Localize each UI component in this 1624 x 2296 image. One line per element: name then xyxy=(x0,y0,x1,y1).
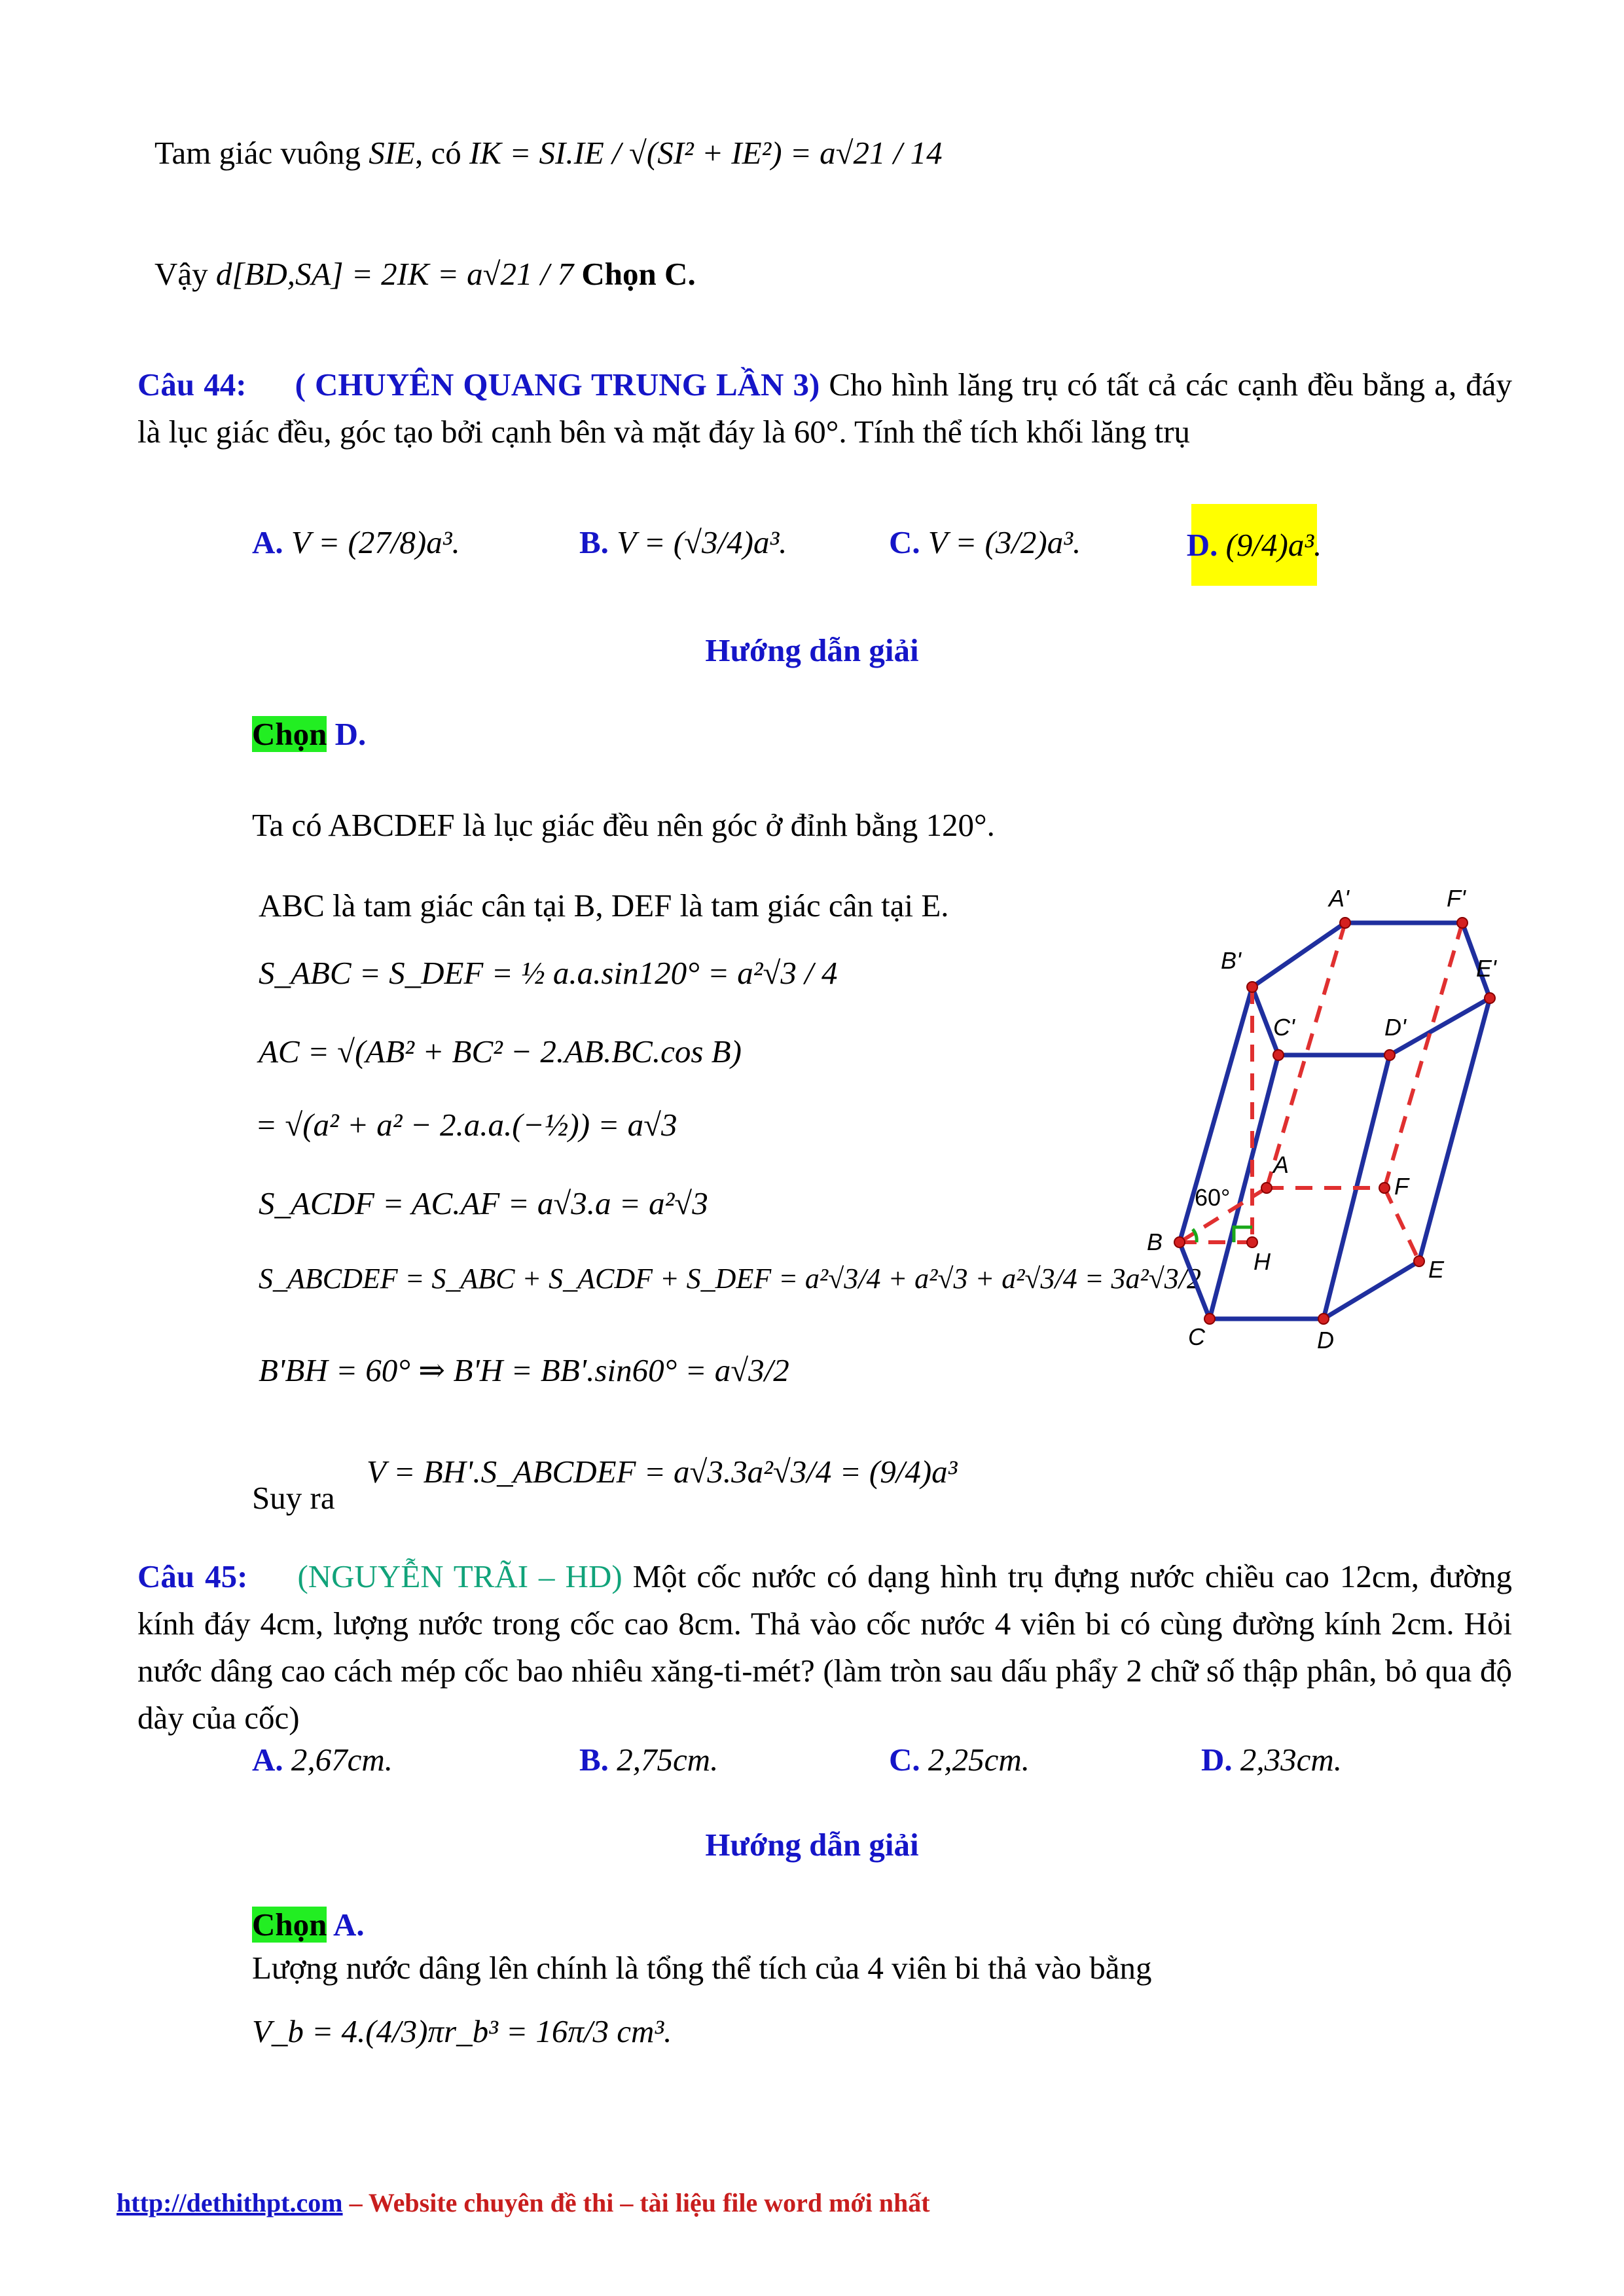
q45-option-b-value: 2,75cm. xyxy=(617,1742,719,1778)
label-a1: A' xyxy=(1329,885,1349,912)
footer-text: – Website chuyên đề thi – tài liệu file word mới nhất xyxy=(342,2188,930,2217)
q44-guide-heading xyxy=(0,632,1624,669)
q45-option-a-value: 2,67cm. xyxy=(291,1742,393,1778)
q44-option-b xyxy=(579,524,787,561)
q45-option-c-value: 2,25cm. xyxy=(928,1742,1030,1778)
top-line-1-prefix: Tam giác vuông xyxy=(154,135,361,171)
q44-formula-5: S_ABCDEF = S_ABC + S_ACDF + S_DEF = a²√3/4 + a²√3 + a²√3/4 = 3a²√3/2 xyxy=(259,1263,1202,1295)
q44-option-c-value: V = (3/2)a³. xyxy=(928,524,1081,560)
q44-sol-line-2: ABC là tam giác cân tại B, DEF là tam giác cân tại E. xyxy=(259,888,949,924)
label-angle: 60° xyxy=(1195,1184,1231,1211)
q44-sol-line-1: Ta có ABCDEF là lục giác đều nên góc ở đỉnh bằng 120°. xyxy=(252,807,995,843)
q45-guide-heading xyxy=(0,1826,1624,1863)
q45-choice xyxy=(252,1906,365,1943)
q44-formula-4: S_ACDF = AC.AF = a√3.a = a²√3 xyxy=(259,1185,708,1221)
q45-guide-text: Hướng dẫn giải xyxy=(705,1827,919,1863)
q44-formula-3: = √(a² + a² − 2.a.a.(−½)) = a√3 xyxy=(255,1107,677,1143)
q45-question xyxy=(137,1553,1512,1742)
q45-choice-letter: A. xyxy=(333,1907,365,1943)
q45-option-b-letter: B. xyxy=(579,1742,609,1778)
label-h: H xyxy=(1254,1248,1271,1275)
footer xyxy=(117,2187,930,2218)
top-line-2-formula: d[BD,SA] = 2IK = a√21 / 7 xyxy=(215,256,574,292)
top-line-2-choice: Chọn C. xyxy=(581,256,696,292)
q45-label: Câu 45: xyxy=(137,1558,248,1594)
q44-option-a-value: V = (27/8)a³. xyxy=(291,524,460,560)
q44-option-c xyxy=(889,524,1081,561)
label-b1: B' xyxy=(1221,947,1241,974)
q44-choice-letter: D. xyxy=(334,716,367,752)
q45-option-c-letter: C. xyxy=(889,1742,920,1778)
q45-choice-word: Chọn xyxy=(252,1907,327,1943)
q44-option-b-letter: B. xyxy=(579,524,609,560)
top-line-2-prefix: Vậy xyxy=(154,256,208,292)
label-a: A xyxy=(1273,1151,1290,1178)
label-d1: D' xyxy=(1384,1014,1406,1041)
bottom-front-edges xyxy=(1180,1242,1419,1319)
q44-formula-2: AC = √(AB² + BC² − 2.AB.BC.cos B) xyxy=(259,1033,742,1069)
q45-sol-formula: V_b = 4.(4/3)πr_b³ = 16π/3 cm³. xyxy=(252,2013,672,2049)
q44-option-d xyxy=(1186,504,1322,586)
q45-option-a xyxy=(252,1741,393,1778)
label-e1: E' xyxy=(1476,955,1496,982)
q44-suy-ra: Suy ra xyxy=(252,1480,335,1516)
q44-text: Cho hình lăng trụ có tất cả các cạnh đều bằng a, đáy là lục giác đều, góc tạo bởi cạnh bên và mặt đáy là 60°. Tính thể tích khối lăng trụ xyxy=(137,367,1513,450)
q45-option-d xyxy=(1201,1741,1342,1778)
q44-label: Câu 44: xyxy=(137,367,247,403)
prism-figure xyxy=(1139,877,1558,1374)
q44-formula-7: V = BH'.S_ABCDEF = a√3.3a²√3/4 = (9/4)a³ xyxy=(367,1454,958,1490)
top-line-1-mid: , có xyxy=(414,135,461,171)
label-d: D xyxy=(1317,1327,1334,1354)
label-f1: F' xyxy=(1447,885,1466,912)
q44-source: ( CHUYÊN QUANG TRUNG LẦN 3) xyxy=(295,367,820,403)
q44-option-d-value: (9/4)a³. xyxy=(1225,527,1322,563)
q44-formula-1: S_ABC = S_DEF = ½ a.a.sin120° = a²√3 / 4 xyxy=(259,955,838,991)
q44-choice-word: Chọn xyxy=(252,716,327,752)
q44-option-c-letter: C. xyxy=(889,524,920,560)
q45-text: Một cốc nước có dạng hình trụ đựng nước chiều cao 12cm, đường kính đáy 4cm, lượng nước trong cốc cao 8cm. Thả vào cốc nước 4 viên bi có cùng đường kính 2cm. Hỏi nước dâng cao cách mép cốc bao nhiêu xăng-ti-mét? (làm tròn sau dấu phẩy 2 chữ số thập phân, bỏ qua độ dày của cốc) xyxy=(137,1558,1513,1736)
q45-option-b xyxy=(579,1741,718,1778)
q44-option-a xyxy=(252,524,460,561)
q44-option-a-letter: A. xyxy=(252,524,283,560)
top-line-1-var: SIE xyxy=(369,135,415,171)
label-c: C xyxy=(1188,1323,1205,1350)
label-b: B xyxy=(1147,1229,1163,1255)
label-e: E xyxy=(1428,1256,1445,1283)
label-f: F xyxy=(1394,1173,1409,1200)
top-line-1 xyxy=(154,134,943,171)
q45-option-a-letter: A. xyxy=(252,1742,283,1778)
top-line-1-formula: IK = SI.IE / √(SI² + IE²) = a√21 / 14 xyxy=(469,135,943,171)
q45-option-d-letter: D. xyxy=(1201,1742,1233,1778)
q45-source: (NGUYỄN TRÃI – HD) xyxy=(297,1558,623,1594)
q45-option-d-value: 2,33cm. xyxy=(1240,1742,1343,1778)
q45-sol-line-1: Lượng nước dâng lên chính là tổng thể tích của 4 viên bi thả vào bằng xyxy=(252,1950,1152,1986)
q44-option-b-value: V = (√3/4)a³. xyxy=(617,524,787,560)
q44-formula-6: B'BH = 60° ⇒ B'H = BB'.sin60° = a√3/2 xyxy=(259,1352,789,1388)
label-c1: C' xyxy=(1273,1014,1295,1041)
footer-link[interactable]: http://dethithpt.com xyxy=(117,2188,343,2217)
q44-choice xyxy=(252,715,366,753)
top-line-2 xyxy=(154,255,696,293)
q44-guide-text: Hướng dẫn giải xyxy=(705,632,919,668)
q44-question xyxy=(137,361,1512,456)
q45-option-c xyxy=(889,1741,1030,1778)
q44-option-d-letter: D. xyxy=(1186,527,1218,563)
